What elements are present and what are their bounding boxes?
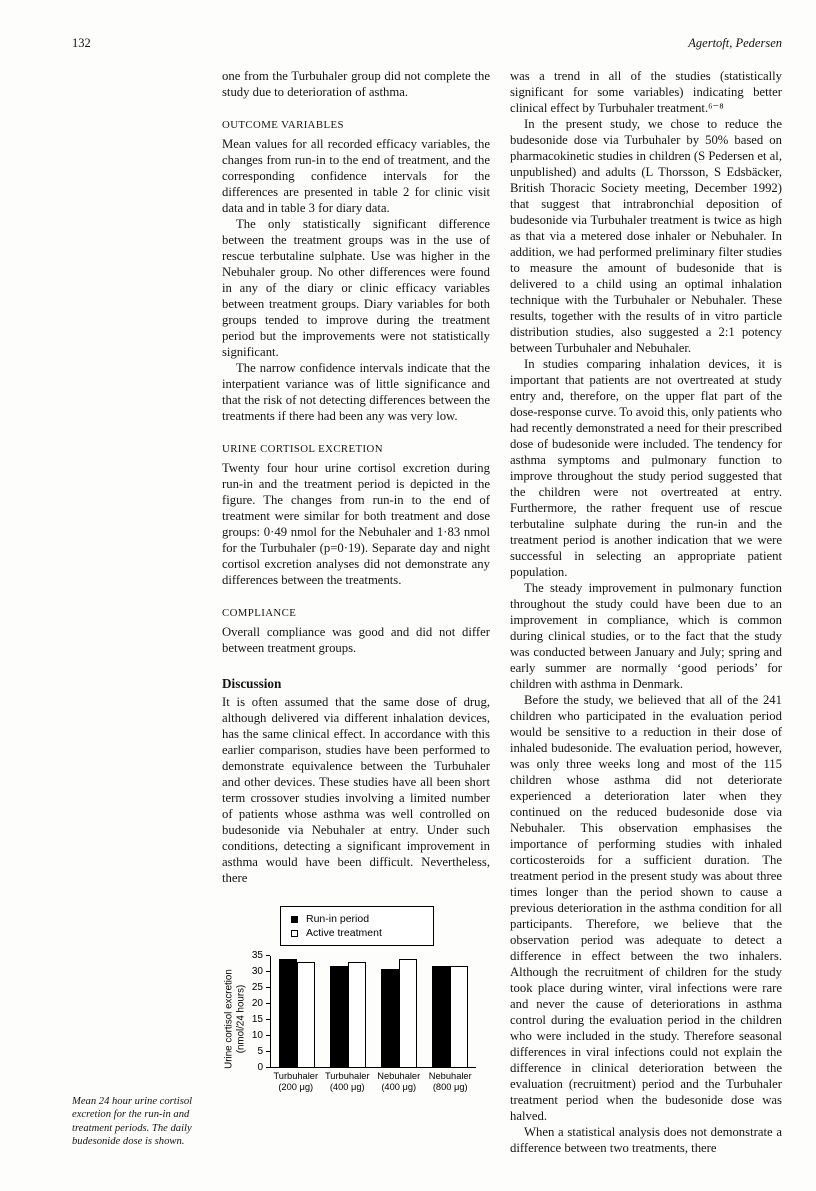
y-axis-label-line1: Urine cortisol excretion xyxy=(223,969,235,1069)
legend-item-run-in xyxy=(291,912,425,926)
y-tick-label: 20 xyxy=(251,998,263,1009)
bar-filled xyxy=(279,959,297,1067)
y-tick-mark xyxy=(266,971,270,972)
y-tick-mark xyxy=(266,987,270,988)
bar-filled xyxy=(381,969,399,1067)
y-tick-label: 10 xyxy=(251,1030,263,1041)
right-column xyxy=(510,68,782,1156)
paragraph: The only statistically significant difference between the treatment groups was in the use of rescue terbutaline sulphate. Use was higher in the Nebuhaler group. No other differences were found in any of the diary or clinic efficacy variables between treatment groups. Diary variables for both groups tended to improve during the treatment period but the improvements were not statistically significant. xyxy=(222,217,490,359)
y-tick-mark xyxy=(266,955,270,956)
x-axis-labels xyxy=(270,1071,476,1093)
figure-caption: Mean 24 hour urine cortisol excretion for the run-in and treatment periods. The daily budesonide dose is shown. xyxy=(72,1096,193,1147)
y-tick-label: 25 xyxy=(251,982,263,993)
left-column xyxy=(222,68,490,1156)
paragraph: In the present study, we chose to reduce the budesonide dose via Turbuhaler by 50% based on pharmacokinetic studies in children (S Pedersen et al, unpublished) and adults (L Thorsson, S Edsbäcker, British Thoracic Society meeting, December 1992) that suggest that intrabronchial deposition of budesonide via Turbuhaler treatment is twice as high as that via a metered dose inhaler or Nebuhaler. In addition, we had performed preliminary filter studies to measure the amount of budesonide that is delivered to a child using an optimal inhalation technique with the Turbuhaler or Nebuhaler. These results, together with the results of in vitro particle distribution studies, also suggested a 2:1 potency between Turbuhaler and Nebuhaler. xyxy=(510,117,782,355)
y-axis-label-line2: (nmol/24 hours) xyxy=(235,984,246,1054)
bar-group xyxy=(322,956,373,1067)
bar-group xyxy=(374,956,425,1067)
y-tick-mark xyxy=(266,1019,270,1020)
page-number: 132 xyxy=(72,36,91,50)
paragraph: It is often assumed that the same dose of drug, although delivered via different inhalation devices, has the same clinical effect. In accordance with this earlier comparison, studies have been performed to demonstrate equivalence between the Turbuhaler and other devices. These studies have all been short term crossover studies involving a limited number of patients whose asthma was well controlled on budesonide via Nebuhaler at entry. Under such conditions, detecting a significant improvement in asthma would have been difficult. Nevertheless, there xyxy=(222,695,490,885)
paragraph: The narrow confidence intervals indicate that the interpatient variance was of little significance and that the risk of not detecting differences between the treatments if there had been any was very low. xyxy=(222,361,490,423)
x-axis-label: Turbuhaler (200 μg) xyxy=(273,1071,319,1092)
running-head xyxy=(72,36,782,51)
bar-open xyxy=(450,966,468,1067)
y-tick-label: 0 xyxy=(257,1062,263,1073)
running-authors: Agertoft, Pedersen xyxy=(688,36,782,50)
paragraph-continued: one from the Turbuhaler group did not complete the study due to deterioration of asthma. xyxy=(222,69,490,99)
paragraph: Twenty four hour urine cortisol excretion during run-in and the treatment period is depicted in the figure. The changes from run-in to the end of treatment were similar for both treatment and dose groups: 0·49 nmol for the Nebuhaler and 1·83 nmol for the Turbuhaler (p=0·19). Separate day and night cortisol excretion analyses did not demonstrate any differences between the treatments. xyxy=(222,461,490,587)
urine-cortisol-chart xyxy=(222,906,490,1093)
x-axis-label: Nebuhaler (400 μg) xyxy=(377,1071,421,1092)
bar-open xyxy=(297,962,315,1067)
legend-label: Active treatment xyxy=(306,927,382,939)
y-tick-label: 15 xyxy=(251,1014,263,1025)
section-heading-compliance: COMPLIANCE xyxy=(222,607,297,619)
chart-plot xyxy=(222,950,490,1093)
x-axis-label: Turbuhaler (400 μg) xyxy=(324,1071,370,1092)
chart-legend xyxy=(280,906,434,946)
paragraph: Overall compliance was good and did not differ between treatment groups. xyxy=(222,625,490,655)
bar-filled xyxy=(432,966,450,1067)
page-content xyxy=(72,68,782,1156)
y-tick-mark xyxy=(266,1067,270,1068)
x-axis-label: Nebuhaler (800 μg) xyxy=(428,1071,472,1092)
y-tick-mark xyxy=(266,1003,270,1004)
bar-group xyxy=(271,956,322,1067)
bar-filled xyxy=(330,966,348,1067)
plot-area xyxy=(270,956,476,1068)
y-tick-label: 30 xyxy=(251,966,263,977)
paragraph: was a trend in all of the studies (statistically significant for some variables) indicating better clinical effect by Turbuhaler treatment.⁶⁻⁸ xyxy=(510,69,782,115)
y-axis-ticks xyxy=(248,950,270,1073)
paragraph: In studies comparing inhalation devices, it is important that patients are not overtreated at study entry and, therefore, on the upper flat part of the dose-response curve. To avoid this, only patients who had recently demonstrated a need for their prescribed dose of budesonide were included. The tendency for asthma symptoms and pulmonary function to improve throughout the study period suggested that the children were not overtreated at entry. Furthermore, the rather frequent use of rescue terbutaline sulphate during the run-in and the treatment period is another indication that we were successful in selecting an appropriate patient population. xyxy=(510,357,782,579)
section-heading-urine-cortisol-excretion: URINE CORTISOL EXCRETION xyxy=(222,443,383,455)
legend-swatch-open-icon xyxy=(291,930,298,937)
y-tick-mark xyxy=(266,1051,270,1052)
y-tick-mark xyxy=(266,1035,270,1036)
y-tick-label: 35 xyxy=(251,950,263,961)
y-tick-label: 5 xyxy=(257,1046,263,1057)
bar-open xyxy=(348,962,366,1067)
y-axis-label xyxy=(222,956,248,1082)
legend-swatch-filled-icon xyxy=(291,916,298,923)
discussion-heading: Discussion xyxy=(222,676,282,691)
paragraph: The steady improvement in pulmonary function throughout the study could have been due to an improvement in compliance, which is common during clinical studies, or to the fact that the study was conducted between January and July; spring and early summer are normally ‘good periods’ for children with asthma in Denmark. xyxy=(510,581,782,691)
legend-item-active-treatment xyxy=(291,926,425,940)
paragraph: Before the study, we believed that all of the 241 children who participated in the evaluation period would be sensitive to a reduction in their dose of inhaled budesonide. The evaluation period, however, was only three weeks long and most of the 115 children whose asthma did not deteriorate experienced a deterioration later when they continued on the reduced budesonide dose via Nebuhaler. This observation emphasises the importance of performing studies with inhaled corticosteroids for a sufficient duration. The treatment period in the present study was about three times longer than the period shown to cause a previous deterioration in the asthma condition for all participants. Therefore, we believe that the observation period was adequate to detect a difference in effect between the two inhalers. Although the recruitment of children for the study took place during winter, viral infections were rare and never the cause of deteriorations in asthma control during the evaluation period in the children who were included in the study. Therefore seasonal differences in viral infections could not explain the difference in clinical deterioration between the evaluation (recruitment) period and the Turbuhaler treatment period when the budesonide dose was halved. xyxy=(510,693,782,1123)
margin-column xyxy=(72,68,202,1156)
bar-open xyxy=(399,959,417,1067)
paragraph: Mean values for all recorded efficacy variables, the changes from run-in to the end of treatment, and the corresponding confidence intervals for the differences are presented in table 2 for clinic visit data and in table 3 for diary data. xyxy=(222,137,490,215)
bar-group xyxy=(425,956,476,1067)
paragraph: When a statistical analysis does not demonstrate a difference between two treatments, there xyxy=(510,1125,782,1155)
legend-label: Run-in period xyxy=(306,913,370,925)
section-heading-outcome-variables: OUTCOME VARIABLES xyxy=(222,119,344,131)
